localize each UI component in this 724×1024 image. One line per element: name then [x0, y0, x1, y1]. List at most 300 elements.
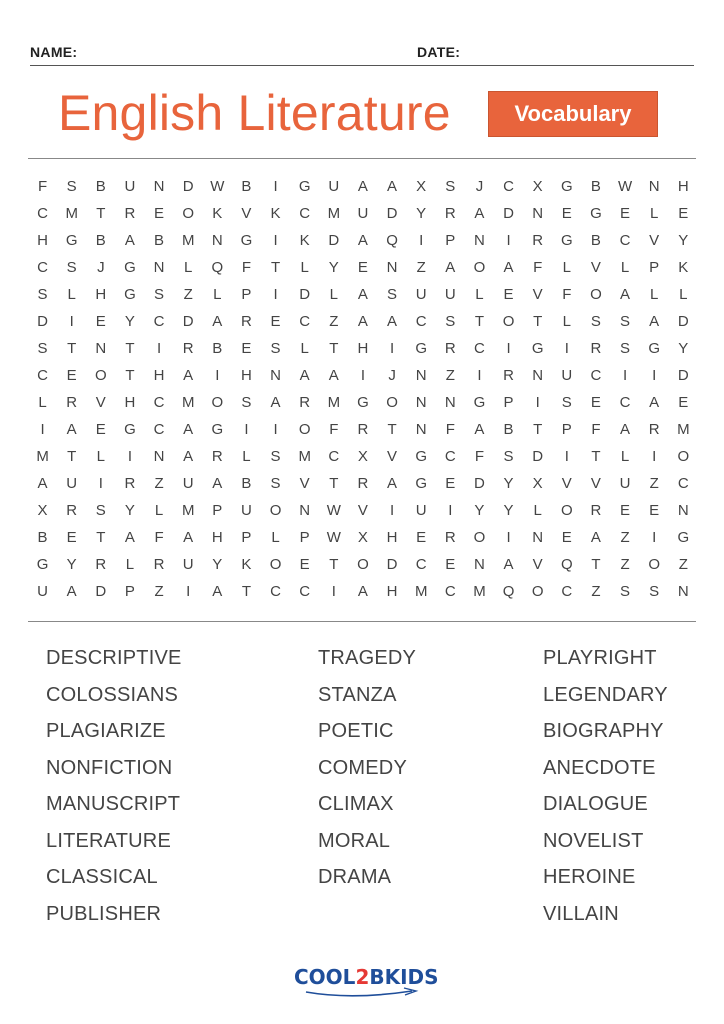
grid-letter: S	[154, 286, 165, 303]
grid-letter: G	[590, 205, 602, 222]
grid-letter: G	[240, 232, 253, 249]
grid-letter: N	[95, 340, 107, 357]
grid-letter: L	[300, 340, 309, 357]
grid-letter: F	[329, 421, 339, 438]
grid-letter: O	[590, 286, 602, 303]
grid-letter: H	[357, 340, 369, 357]
grid-letter: D	[474, 475, 485, 492]
grid-letter: Y	[503, 475, 514, 492]
grid-letter: D	[503, 205, 514, 222]
grid-letter: O	[182, 205, 195, 222]
word-item: DESCRIPTIVE	[46, 647, 182, 669]
grid-letter: M	[327, 394, 341, 411]
grid-letter: N	[677, 583, 689, 600]
grid-letter: V	[357, 502, 368, 519]
grid-letter: K	[270, 205, 281, 222]
page-title: English Literature	[58, 85, 451, 141]
grid-letter: M	[181, 232, 195, 249]
word-item: POETIC	[318, 720, 394, 742]
grid-letter: I	[215, 367, 220, 384]
grid-letter: N	[415, 394, 427, 411]
grid-letter: T	[96, 205, 106, 222]
grid-letter: F	[37, 178, 48, 195]
grid-letter: P	[561, 421, 572, 438]
grid-letter: L	[562, 313, 571, 330]
word-item: LEGENDARY	[543, 683, 668, 706]
grid-letter: Z	[154, 475, 164, 492]
grid-letter: V	[241, 205, 252, 222]
grid-letter: S	[649, 583, 660, 600]
date-label: DATE:	[417, 44, 461, 60]
grid-letter: R	[95, 556, 107, 573]
grid-letter: A	[357, 178, 368, 195]
grid-letter: I	[273, 232, 278, 249]
grid-letter: M	[473, 583, 486, 600]
grid-letter: M	[181, 394, 195, 411]
header-row	[30, 44, 694, 66]
word-item: ANECDOTE	[543, 756, 656, 779]
grid-letter: M	[181, 502, 195, 519]
grid-letter: A	[357, 313, 368, 330]
grid-letter: O	[473, 259, 486, 276]
grid-letter: Z	[445, 367, 455, 384]
grid-letter: T	[533, 421, 543, 438]
grid-letter: H	[153, 367, 165, 384]
grid-letter: R	[124, 205, 136, 222]
grid-letter: Z	[416, 259, 426, 276]
grid-letter: E	[357, 259, 368, 276]
grid-letter: U	[66, 475, 78, 492]
grid-letter: O	[94, 367, 107, 384]
grid-letter: E	[154, 205, 165, 222]
grid-letter: C	[619, 394, 631, 411]
grid-letter: T	[329, 340, 339, 357]
grid-letter: A	[503, 259, 514, 276]
grid-letter: M	[414, 583, 428, 600]
grid-letter: Z	[620, 529, 630, 546]
grid-letter: R	[182, 340, 194, 357]
divider-bottom	[28, 621, 696, 622]
grid-letter: I	[564, 448, 569, 465]
grid-letter: A	[183, 529, 194, 546]
grid-letter: P	[445, 232, 456, 249]
grid-letter: L	[300, 259, 309, 276]
grid-letter: L	[184, 259, 193, 276]
grid-letter: T	[591, 448, 601, 465]
grid-letter: T	[125, 367, 135, 384]
grid-letter: Z	[329, 313, 339, 330]
grid-letter: S	[620, 313, 631, 330]
grid-letter: D	[182, 313, 194, 330]
grid-letter: O	[386, 394, 398, 411]
grid-letter: C	[153, 421, 165, 438]
grid-letter: R	[124, 475, 136, 492]
grid-letter: I	[127, 448, 133, 465]
grid-letter: R	[357, 421, 369, 438]
grid-letter: C	[444, 448, 456, 465]
grid-letter: P	[124, 583, 135, 600]
grid-letter: R	[66, 502, 78, 519]
grid-letter: D	[677, 367, 689, 384]
grid-letter: L	[67, 286, 76, 303]
grid-letter: X	[532, 178, 543, 195]
grid-letter: S	[37, 286, 48, 303]
grid-letter: N	[532, 529, 544, 546]
grid-letter: L	[650, 286, 659, 303]
grid-letter: I	[331, 583, 336, 600]
grid-letter: C	[328, 448, 340, 465]
word-item: HEROINE	[543, 866, 636, 888]
grid-letter: A	[37, 475, 48, 492]
grid-letter: X	[357, 529, 368, 546]
grid-letter: T	[591, 556, 601, 573]
grid-letter: Z	[591, 583, 601, 600]
grid-letter: Z	[620, 556, 630, 573]
word-item: PLAGIARIZE	[46, 720, 166, 742]
grid-letter: B	[590, 178, 601, 195]
grid-letter: O	[531, 583, 544, 600]
grid-letter: R	[590, 340, 602, 357]
grid-letter: Z	[678, 556, 688, 573]
grid-letter: C	[153, 394, 165, 411]
grid-letter: U	[561, 367, 573, 384]
grid-letter: U	[182, 556, 194, 573]
grid-letter: I	[156, 340, 162, 357]
grid-letter: E	[445, 475, 456, 492]
grid-letter: R	[241, 313, 252, 330]
grid-letter: C	[37, 367, 48, 384]
grid-letter: C	[444, 583, 456, 600]
grid-letter: U	[415, 286, 427, 303]
grid-letter: Y	[212, 556, 223, 573]
grid-letter: S	[561, 394, 572, 411]
grid-letter: E	[445, 556, 456, 573]
grid-letter: S	[270, 448, 281, 465]
grid-letter: E	[649, 502, 660, 519]
word-item: DRAMA	[318, 866, 392, 888]
grid-letter: F	[533, 259, 543, 276]
grid-letter: K	[241, 556, 252, 573]
grid-letter: B	[503, 421, 514, 438]
grid-letter: N	[299, 502, 311, 519]
grid-letter: I	[535, 394, 540, 411]
grid-letter: C	[299, 313, 311, 330]
word-item: MORAL	[318, 829, 391, 852]
word-item: BIOGRAPHY	[543, 720, 664, 742]
grid-letter: K	[678, 259, 689, 276]
grid-letter: R	[357, 475, 369, 492]
grid-letter: G	[648, 340, 661, 357]
grid-letter: A	[649, 313, 660, 330]
grid-letter: C	[561, 583, 573, 600]
grid-letter: U	[357, 205, 369, 222]
grid-letter: P	[299, 529, 310, 546]
word-column-3	[543, 644, 668, 936]
grid-letter: Y	[474, 502, 485, 519]
vocabulary-badge: Vocabulary	[488, 91, 658, 137]
grid-letter: Y	[124, 502, 135, 519]
grid-letter: Q	[560, 556, 573, 573]
grid-letter: O	[269, 502, 282, 519]
cool2bkids-logo	[292, 962, 438, 1002]
grid-letter: U	[124, 178, 136, 195]
grid-letter: L	[475, 286, 484, 303]
grid-letter: F	[241, 259, 252, 276]
grid-letter: D	[95, 583, 107, 600]
grid-letter: T	[329, 556, 339, 573]
grid-letter: A	[387, 178, 398, 195]
grid-letter: N	[474, 232, 485, 249]
grid-letter: P	[241, 529, 252, 546]
grid-letter: F	[474, 448, 485, 465]
word-item: DIALOGUE	[543, 793, 648, 815]
grid-letter: R	[532, 232, 544, 249]
grid-letter: A	[183, 367, 194, 384]
grid-letter: N	[211, 232, 223, 249]
grid-letter: D	[299, 286, 311, 303]
grid-letter: G	[124, 286, 136, 303]
grid-letter: V	[561, 475, 572, 492]
grid-letter: N	[270, 367, 281, 384]
grid-letter: R	[153, 556, 165, 573]
grid-letter: A	[299, 367, 310, 384]
grid-letter: J	[475, 178, 484, 195]
grid-letter: G	[677, 529, 690, 546]
grid-letter: S	[66, 259, 77, 276]
letter-grid	[28, 173, 698, 605]
grid-letter: D	[532, 448, 544, 465]
grid-letter: T	[474, 313, 485, 330]
grid-letter: I	[389, 340, 395, 357]
grid-letter: G	[124, 421, 136, 438]
grid-letter: A	[66, 421, 77, 438]
grid-letter: I	[448, 502, 453, 519]
grid-letter: R	[299, 394, 311, 411]
grid-letter: Q	[211, 259, 224, 276]
grid-letter: V	[95, 394, 106, 411]
grid-letter: E	[620, 502, 631, 519]
grid-letter: R	[648, 421, 660, 438]
grid-letter: N	[532, 205, 544, 222]
grid-letter: U	[328, 178, 340, 195]
grid-letter: H	[241, 367, 252, 384]
grid-letter: N	[532, 367, 544, 384]
grid-letter: F	[562, 286, 572, 303]
grid-letter: A	[212, 313, 223, 330]
grid-letter: N	[386, 259, 398, 276]
grid-letter: G	[473, 394, 486, 411]
grid-letter: O	[211, 394, 224, 411]
grid-letter: B	[95, 178, 106, 195]
grid-letter: R	[444, 340, 456, 357]
grid-letter: J	[388, 367, 396, 384]
grid-letter: S	[590, 313, 601, 330]
grid-letter: A	[387, 313, 398, 330]
grid-letter: C	[590, 367, 602, 384]
grid-letter: Y	[416, 205, 427, 222]
grid-letter: L	[679, 286, 688, 303]
grid-letter: W	[326, 529, 341, 546]
word-item: MANUSCRIPT	[46, 793, 181, 815]
grid-letter: C	[37, 205, 48, 222]
grid-letter: M	[298, 448, 311, 465]
grid-letter: U	[37, 583, 48, 600]
grid-letter: C	[415, 556, 427, 573]
word-item: LITERATURE	[46, 829, 171, 852]
grid-letter: A	[357, 286, 368, 303]
grid-letter: I	[360, 367, 366, 384]
grid-letter: G	[36, 556, 49, 573]
grid-letter: W	[617, 178, 633, 195]
grid-letter: S	[445, 313, 456, 330]
grid-letter: N	[444, 394, 456, 411]
grid-letter: E	[561, 205, 572, 222]
grid-letter: L	[650, 205, 659, 222]
grid-letter: A	[124, 232, 135, 249]
grid-letter: A	[328, 367, 339, 384]
grid-letter: N	[415, 421, 427, 438]
grid-letter: E	[95, 421, 106, 438]
grid-letter: B	[212, 340, 223, 357]
grid-letter: X	[416, 178, 427, 195]
grid-letter: C	[677, 475, 689, 492]
grid-letter: H	[124, 394, 136, 411]
grid-letter: P	[241, 286, 252, 303]
grid-letter: L	[38, 394, 47, 411]
grid-letter: U	[415, 502, 427, 519]
grid-letter: E	[620, 205, 631, 222]
grid-letter: F	[445, 421, 455, 438]
grid-letter: A	[66, 583, 77, 600]
grid-letter: I	[652, 529, 657, 546]
grid-letter: O	[677, 448, 690, 465]
grid-letter: B	[590, 232, 601, 249]
divider-top	[28, 158, 696, 159]
grid-letter: I	[652, 448, 657, 465]
grid-letter: V	[299, 475, 310, 492]
grid-letter: Y	[678, 232, 689, 249]
grid-letter: T	[96, 529, 106, 546]
grid-letter: U	[619, 475, 631, 492]
grid-letter: S	[620, 583, 631, 600]
grid-letter: I	[564, 340, 569, 357]
grid-letter: Z	[183, 286, 193, 303]
grid-letter: D	[182, 178, 194, 195]
grid-letter: E	[416, 529, 427, 546]
grid-letter: V	[532, 556, 543, 573]
grid-letter: S	[270, 340, 281, 357]
word-item: COMEDY	[318, 756, 407, 779]
grid-letter: L	[271, 529, 280, 546]
grid-letter: E	[95, 313, 106, 330]
grid-letter: X	[37, 502, 48, 519]
grid-letter: L	[96, 448, 105, 465]
grid-letter: Q	[502, 583, 515, 600]
grid-letter: I	[98, 475, 103, 492]
grid-letter: X	[532, 475, 543, 492]
grid-letter: O	[298, 421, 311, 438]
grid-letter: A	[183, 421, 194, 438]
grid-letter: R	[444, 529, 456, 546]
grid-letter: A	[649, 394, 660, 411]
grid-letter: C	[619, 232, 631, 249]
grid-letter: V	[387, 448, 398, 465]
word-column-2	[318, 644, 416, 900]
grid-letter: R	[444, 205, 456, 222]
grid-letter: N	[474, 556, 485, 573]
grid-letter: E	[590, 394, 601, 411]
grid-letter: N	[415, 367, 427, 384]
grid-letter: C	[153, 313, 165, 330]
grid-letter: G	[357, 394, 369, 411]
grid-letter: S	[387, 286, 398, 303]
grid-letter: T	[533, 313, 543, 330]
grid-letter: S	[445, 178, 456, 195]
grid-letter: B	[241, 475, 252, 492]
grid-letter: D	[328, 232, 340, 249]
grid-letter: I	[186, 583, 191, 600]
grid-letter: R	[66, 394, 78, 411]
grid-letter: R	[590, 502, 602, 519]
grid-letter: E	[299, 556, 310, 573]
grid-letter: A	[357, 232, 368, 249]
grid-letter: B	[154, 232, 165, 249]
grid-letter: W	[326, 502, 341, 519]
grid-letter: D	[386, 205, 398, 222]
grid-letter: M	[327, 205, 341, 222]
grid-letter: W	[210, 178, 225, 195]
grid-letter: L	[562, 259, 571, 276]
grid-letter: C	[503, 178, 514, 195]
grid-letter: H	[386, 529, 398, 546]
grid-letter: A	[183, 448, 194, 465]
grid-letter: G	[124, 259, 136, 276]
grid-letter: L	[620, 448, 630, 465]
grid-letter: O	[648, 556, 661, 573]
grid-letter: H	[95, 286, 107, 303]
grid-letter: O	[269, 556, 282, 573]
grid-letter: V	[590, 475, 601, 492]
grid-letter: H	[37, 232, 48, 249]
grid-letter: R	[211, 448, 223, 465]
grid-letter: Z	[154, 583, 164, 600]
grid-letter: S	[37, 340, 48, 357]
grid-letter: O	[473, 529, 486, 546]
grid-letter: H	[677, 178, 689, 195]
grid-letter: I	[40, 421, 45, 438]
grid-letter: A	[124, 529, 135, 546]
grid-letter: S	[241, 394, 252, 411]
grid-letter: I	[273, 178, 278, 195]
grid-letter: I	[273, 421, 278, 438]
grid-letter: I	[389, 502, 395, 519]
grid-letter: Y	[124, 313, 135, 330]
grid-letter: B	[37, 529, 48, 546]
grid-letter: A	[590, 529, 601, 546]
grid-letter: E	[678, 394, 689, 411]
grid-letter: E	[678, 205, 689, 222]
grid-letter: M	[36, 448, 49, 465]
grid-letter: A	[212, 583, 223, 600]
grid-letter: I	[419, 232, 424, 249]
grid-letter: U	[241, 502, 252, 519]
grid-letter: C	[299, 205, 311, 222]
grid-letter: T	[125, 340, 135, 357]
word-item: PUBLISHER	[46, 902, 162, 925]
grid-letter: I	[506, 529, 511, 546]
grid-letter: E	[561, 529, 572, 546]
grid-letter: C	[270, 583, 281, 600]
